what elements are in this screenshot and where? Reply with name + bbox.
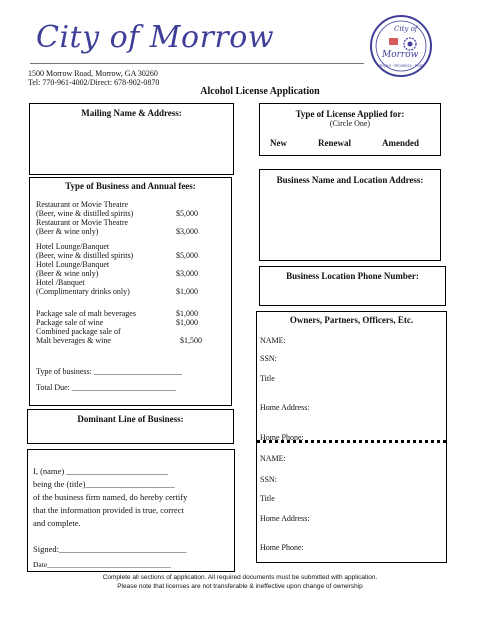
business-phone-label: Business Location Phone Number:	[286, 271, 419, 281]
cert-text-line: that the information provided is true, correct	[33, 505, 184, 515]
fee-line: Hotel Lounge/Banquet	[36, 242, 110, 251]
fee-line: Restaurant or Movie Theatre	[36, 200, 129, 209]
business-location-label: Business Name and Location Address:	[276, 175, 424, 185]
fee-line: (Beer, wine & distilled spirits) $5,000	[36, 251, 198, 260]
cert-text-line: of the business firm named, do hereby certify	[33, 492, 188, 502]
total-due-field[interactable]: Total Due: __________________________	[36, 383, 176, 392]
dominant-business-label: Dominant Line of Business:	[77, 414, 184, 424]
fee-line: Combined package sale of	[36, 327, 121, 336]
cert-text-line: and complete.	[33, 518, 81, 528]
license-type-subtitle: (Circle One)	[329, 119, 371, 128]
fee-line: (Beer & wine only) $3,000	[36, 227, 198, 236]
license-option-renewal[interactable]: Renewal	[318, 138, 351, 148]
seal-bottom-text: PEOPLE · PROGRESS · PRIDE	[379, 64, 425, 68]
city-address: 1500 Morrow Road, Morrow, GA 30260	[28, 69, 158, 78]
cert-name-field[interactable]: I, (name) ________________________	[33, 466, 169, 476]
owner1-name-field[interactable]: NAME:	[260, 336, 286, 345]
fee-line: Hotel /Banquet	[36, 278, 85, 287]
header-divider	[30, 63, 364, 64]
owner2-phone-field[interactable]: Home Phone:	[260, 543, 304, 552]
signed-field[interactable]: Signed:______________________________	[33, 544, 187, 554]
owner1-address-field[interactable]: Home Address:	[260, 403, 310, 412]
mailing-address-box[interactable]	[29, 103, 234, 175]
fee-line: Restaurant or Movie Theatre	[36, 218, 129, 227]
business-type-field[interactable]: Type of business: ______________________	[36, 367, 182, 376]
license-type-box	[259, 103, 441, 156]
owner2-address-field[interactable]: Home Address:	[260, 514, 310, 523]
fee-line: Package sale of wine $1,000	[36, 318, 198, 327]
cert-title-field[interactable]: being the (title)_____________________	[33, 479, 175, 489]
owner1-phone-field[interactable]: Home Phone:	[260, 433, 304, 442]
license-type-label: Type of License Applied for:	[295, 109, 405, 119]
footer-line-2: Please note that licenses are not transferable & ineffective upon change of ownership	[117, 583, 363, 590]
business-type-box	[29, 177, 232, 406]
seal-middle-text: Morrow	[382, 50, 419, 60]
business-location-box[interactable]	[259, 169, 441, 261]
fee-line: (Complimentary drinks only) $1,000	[36, 287, 198, 296]
owner2-ssn-field[interactable]: SSN:	[260, 475, 277, 484]
owner1-title-field[interactable]: Title	[260, 374, 275, 383]
business-phone-box[interactable]	[259, 266, 446, 306]
fee-line: Hotel Lounge/Banquet	[36, 260, 110, 269]
owners-label: Owners, Partners, Officers, Etc.	[289, 315, 414, 325]
business-type-label: Type of Business and Annual fees:	[65, 181, 196, 191]
fee-line: Package sale of malt beverages $1,000	[36, 309, 198, 318]
fee-line: (Beer & wine only) $3,000	[36, 269, 198, 278]
owner1-ssn-field[interactable]: SSN:	[260, 354, 277, 363]
owner-separator	[257, 440, 446, 443]
footer-line-1: Complete all sections of application. All required documents must be submitted with application.	[102, 574, 378, 581]
fee-line: Malt beverages & wine $1,500	[36, 336, 202, 345]
owner2-name-field[interactable]: NAME:	[260, 454, 286, 463]
seal-top-text: City of	[394, 25, 418, 33]
license-option-amended[interactable]: Amended	[382, 138, 420, 148]
city-seal-icon	[369, 14, 433, 78]
certification-box	[27, 449, 235, 572]
document-title: Alcohol License Application	[200, 86, 320, 97]
mailing-address-label: Mailing Name & Address:	[81, 108, 182, 118]
date-field[interactable]: Date_________________________________	[33, 560, 171, 569]
city-logo-text: City of Morrow	[36, 20, 274, 55]
city-phone: Tel: 770-961-4002/Direct: 678-902-0870	[28, 78, 160, 87]
fee-line: (Beer, wine & distilled spirits) $5,000	[36, 209, 198, 218]
license-option-new[interactable]: New	[270, 138, 287, 148]
owners-box	[256, 311, 447, 563]
owner2-title-field[interactable]: Title	[260, 494, 275, 503]
dominant-business-box[interactable]	[27, 409, 234, 444]
